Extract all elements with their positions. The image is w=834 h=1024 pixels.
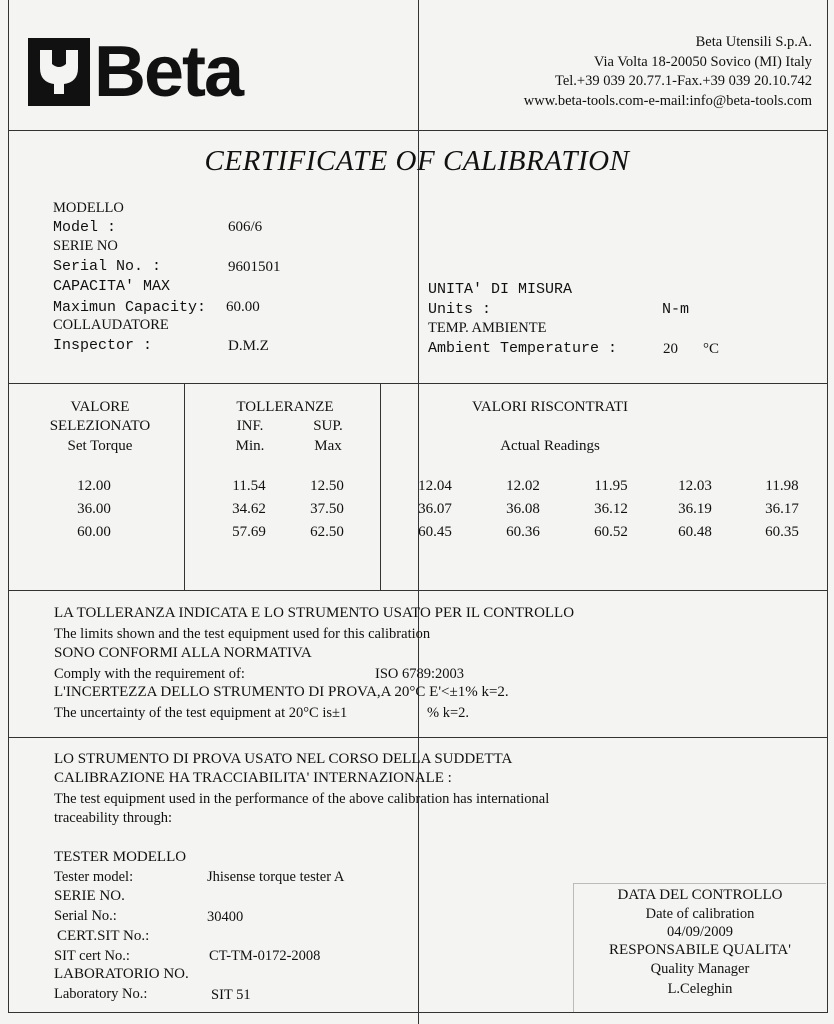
reading-cell: 60.36 xyxy=(506,524,540,540)
reading-cell: 60.45 xyxy=(418,524,452,540)
traceability-line-4: traceability through: xyxy=(54,810,172,826)
company-address xyxy=(524,33,812,111)
compliance-line-6-tail: % k=2. xyxy=(427,705,470,721)
max-cell: 62.50 xyxy=(310,524,344,540)
inspector-label-en: Inspector : xyxy=(53,337,153,354)
serial-label-it: SERIE NO xyxy=(53,238,118,254)
cert-value: CT-TM-0172-2008 xyxy=(209,948,321,964)
quality-manager-name: L.Celeghin xyxy=(667,981,733,997)
capacity-value: 60.00 xyxy=(226,299,260,315)
tester-value: Jhisense torque tester A xyxy=(207,869,345,885)
signoff-box xyxy=(573,883,826,1012)
model-label-it: MODELLO xyxy=(53,200,124,216)
units-label-it: UNITA' DI MISURA xyxy=(428,281,573,298)
document-title: CERTIFICATE OF CALIBRATION xyxy=(204,145,630,177)
reading-cell: 60.35 xyxy=(765,524,799,540)
company-name: Beta Utensili S.p.A. xyxy=(695,34,812,50)
serial-value: 9601501 xyxy=(228,259,281,275)
reading-cell: 36.17 xyxy=(765,501,799,517)
temp-label-it: TEMP. AMBIENTE xyxy=(428,320,547,336)
set-torque-cell: 36.00 xyxy=(77,501,111,517)
compliance-line-1: LA TOLLERANZA INDICATA E LO STRUMENTO USATO PER IL CONTROLLO xyxy=(54,605,575,621)
temp-label-en: Ambient Temperature : xyxy=(428,340,618,357)
min-cell: 57.69 xyxy=(232,524,266,540)
reading-cell: 11.95 xyxy=(594,478,628,494)
traceability-line-2: CALIBRAZIONE HA TRACCIABILITA' INTERNAZIONALE : xyxy=(54,770,452,786)
min-cell: 34.62 xyxy=(232,501,266,517)
max-cell: 37.50 xyxy=(310,501,344,517)
tolerance-header: TOLLERANZE xyxy=(236,399,334,415)
tester-label-en: Tester model: xyxy=(54,869,134,885)
inf-header: INF. xyxy=(236,418,264,434)
max-header: Max xyxy=(314,438,342,454)
reading-cell: 36.12 xyxy=(594,501,628,517)
model-label-en: Model : xyxy=(53,219,117,236)
beta-logo xyxy=(28,32,243,112)
readings-header: VALORI RISCONTRATI xyxy=(472,399,628,415)
logo-wordmark: Beta xyxy=(94,32,243,112)
capacity-label-en: Maximun Capacity: xyxy=(53,299,207,316)
units-label-en: Units : xyxy=(428,301,492,318)
quality-label-it: RESPONSABILE QUALITA' xyxy=(609,942,791,958)
company-phone: Tel.+39 039 20.77.1-Fax.+39 039 20.10.742 xyxy=(555,73,812,89)
table-divider xyxy=(184,383,185,590)
set-header-2: SELEZIONATO xyxy=(49,418,151,434)
serie-label-it: SERIE NO. xyxy=(54,888,125,904)
inspector-value: D.M.Z xyxy=(228,338,269,354)
company-street: Via Volta 18-20050 Sovico (MI) Italy xyxy=(593,53,812,70)
compliance-line-5: L'INCERTEZZA DELLO STRUMENTO DI PROVA,A 20°C E'<±1% k=2. xyxy=(54,684,509,700)
quality-label-en: Quality Manager xyxy=(650,961,750,977)
company-web: www.beta-tools.com-e-mail:info@beta-tools.com xyxy=(523,92,812,109)
lab-label-en: Laboratory No.: xyxy=(54,986,148,1002)
min-header: Min. xyxy=(235,438,265,454)
table-divider xyxy=(380,383,381,590)
date-value: 04/09/2009 xyxy=(666,924,734,940)
set-header-1: VALORE xyxy=(70,399,130,415)
iso-standard: ISO 6789:2003 xyxy=(375,666,465,682)
tester-label-it: TESTER MODELLO xyxy=(54,849,187,865)
set-torque-cell: 12.00 xyxy=(77,478,111,494)
cert-label-en: SIT cert No.: xyxy=(54,948,130,964)
reading-cell: 12.02 xyxy=(506,478,540,494)
serial-label-en: Serial No. : xyxy=(53,258,162,275)
set-torque-cell: 60.00 xyxy=(77,524,111,540)
reading-cell: 12.03 xyxy=(678,478,712,494)
traceability-line-1: LO STRUMENTO DI PROVA USATO NEL CORSO DELLA SUDDETTA xyxy=(54,751,513,767)
traceability-line-3: The test equipment used in the performance of the above calibration has international xyxy=(54,791,550,807)
temp-unit: °C xyxy=(703,341,720,357)
cert-label-it: CERT.SIT No.: xyxy=(57,928,150,944)
reading-cell: 60.52 xyxy=(594,524,628,540)
temp-value: 20 xyxy=(663,341,678,357)
serie-label-en: Serial No.: xyxy=(54,908,117,924)
lab-label-it: LABORATORIO NO. xyxy=(54,966,189,982)
units-value: N-m xyxy=(662,301,690,318)
model-value: 606/6 xyxy=(228,219,263,235)
max-cell: 12.50 xyxy=(310,478,344,494)
compliance-line-4: Comply with the requirement of: xyxy=(54,666,245,682)
compliance-line-3: SONO CONFORMI ALLA NORMATIVA xyxy=(54,645,312,661)
reading-cell: 11.98 xyxy=(765,478,799,494)
reading-cell: 36.07 xyxy=(418,501,452,517)
serie-value: 30400 xyxy=(207,909,244,925)
readings-subheader: Actual Readings xyxy=(500,438,600,454)
date-label-en: Date of calibration xyxy=(645,906,755,922)
compliance-line-6: The uncertainty of the test equipment at 20°C is±1 xyxy=(54,705,348,721)
inspector-label-it: COLLAUDATORE xyxy=(53,317,169,333)
set-header-3: Set Torque xyxy=(67,438,133,454)
sup-header: SUP. xyxy=(313,418,343,434)
reading-cell: 60.48 xyxy=(678,524,712,540)
wrench-logo-icon xyxy=(28,38,90,106)
min-cell: 11.54 xyxy=(232,478,266,494)
lab-value: SIT 51 xyxy=(211,987,251,1003)
capacity-label-it: CAPACITA' MAX xyxy=(53,278,171,295)
reading-cell: 36.19 xyxy=(678,501,712,517)
reading-cell: 36.08 xyxy=(506,501,540,517)
reading-cell: 12.04 xyxy=(418,478,452,494)
compliance-line-2: The limits shown and the test equipment used for this calibration xyxy=(54,626,431,642)
date-label-it: DATA DEL CONTROLLO xyxy=(617,887,783,903)
